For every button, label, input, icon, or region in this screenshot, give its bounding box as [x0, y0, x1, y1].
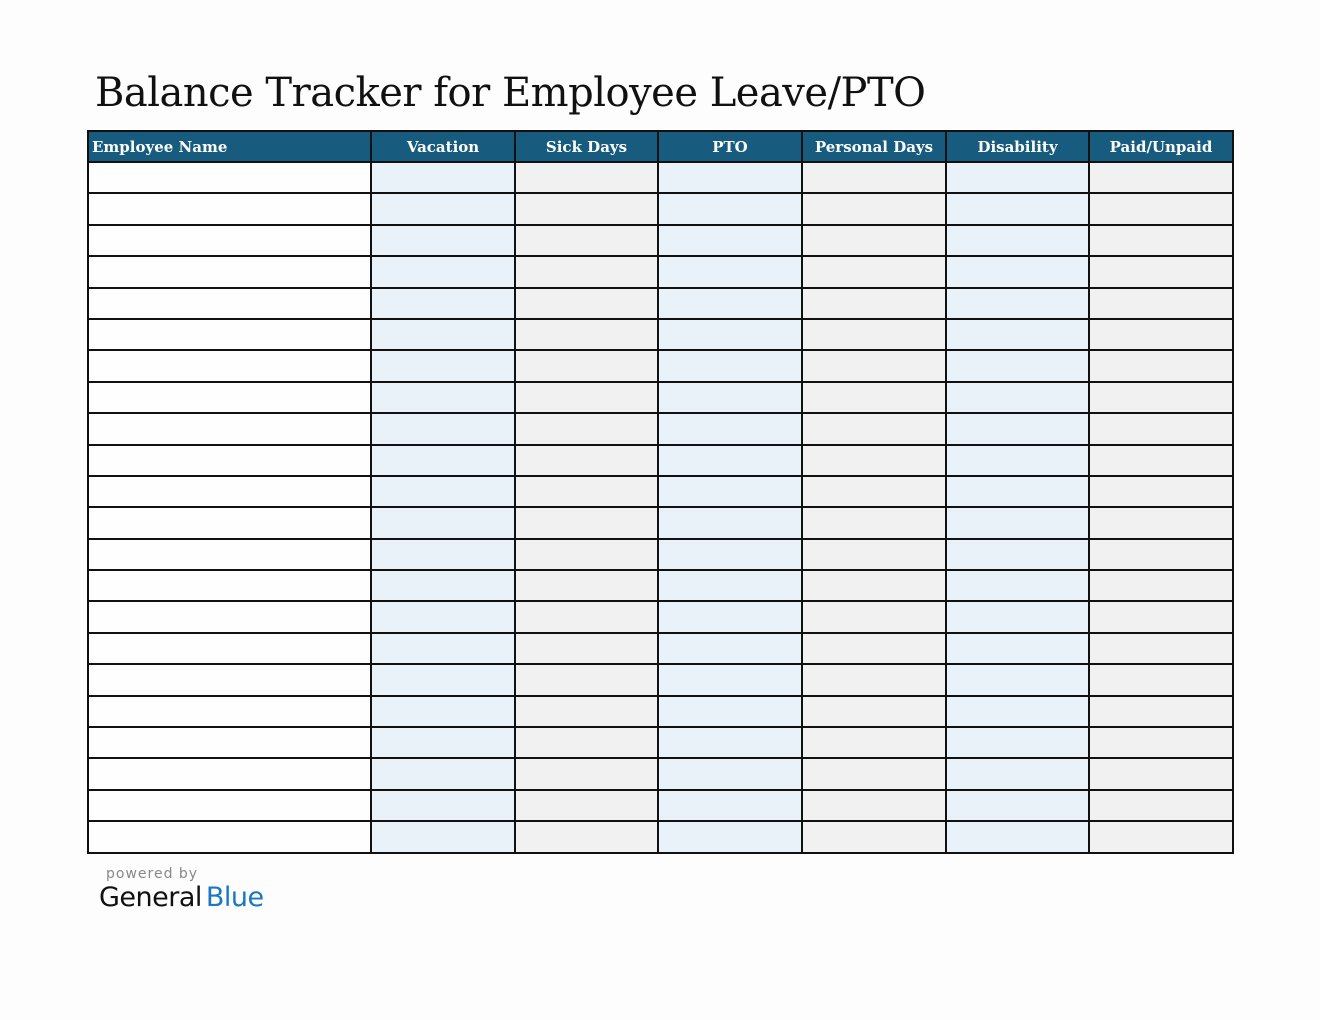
table-row — [88, 193, 1233, 224]
header-row — [88, 131, 1233, 162]
table-row — [88, 413, 1233, 444]
cell-personal-days[interactable] — [802, 288, 946, 319]
table-row — [88, 162, 1233, 193]
cell-employee-name[interactable] — [88, 821, 371, 852]
header-paid-unpaid: Paid/Unpaid — [1089, 131, 1233, 162]
cell-vacation[interactable] — [371, 790, 515, 821]
cell-disability[interactable] — [946, 382, 1089, 413]
cell-personal-days[interactable] — [802, 225, 946, 256]
cell-disability[interactable] — [946, 821, 1089, 852]
cell-paid-unpaid[interactable] — [1089, 445, 1233, 476]
cell-sick-days[interactable] — [515, 539, 658, 570]
cell-pto[interactable] — [658, 382, 802, 413]
cell-pto[interactable] — [658, 696, 802, 727]
cell-pto[interactable] — [658, 633, 802, 664]
cell-personal-days[interactable] — [802, 413, 946, 444]
cell-personal-days[interactable] — [802, 790, 946, 821]
cell-employee-name[interactable] — [88, 570, 371, 601]
table-row — [88, 696, 1233, 727]
cell-paid-unpaid[interactable] — [1089, 790, 1233, 821]
cell-sick-days[interactable] — [515, 507, 658, 538]
table-row — [88, 382, 1233, 413]
cell-disability[interactable] — [946, 162, 1089, 193]
cell-pto[interactable] — [658, 727, 802, 758]
cell-vacation[interactable] — [371, 476, 515, 507]
cell-personal-days[interactable] — [802, 319, 946, 350]
cell-pto[interactable] — [658, 288, 802, 319]
cell-disability[interactable] — [946, 476, 1089, 507]
cell-paid-unpaid[interactable] — [1089, 601, 1233, 632]
logo-general: General — [99, 882, 202, 913]
cell-sick-days[interactable] — [515, 225, 658, 256]
cell-employee-name[interactable] — [88, 445, 371, 476]
cell-vacation[interactable] — [371, 256, 515, 287]
cell-personal-days[interactable] — [802, 727, 946, 758]
cell-pto[interactable] — [658, 476, 802, 507]
cell-employee-name[interactable] — [88, 193, 371, 224]
cell-employee-name[interactable] — [88, 633, 371, 664]
cell-disability[interactable] — [946, 256, 1089, 287]
cell-vacation[interactable] — [371, 413, 515, 444]
cell-sick-days[interactable] — [515, 696, 658, 727]
cell-personal-days[interactable] — [802, 350, 946, 381]
table-row — [88, 790, 1233, 821]
cell-paid-unpaid[interactable] — [1089, 476, 1233, 507]
cell-employee-name[interactable] — [88, 601, 371, 632]
header-pto: PTO — [658, 131, 802, 162]
cell-employee-name[interactable] — [88, 162, 371, 193]
cell-sick-days[interactable] — [515, 727, 658, 758]
generalblue-logo — [99, 882, 264, 913]
cell-personal-days[interactable] — [802, 664, 946, 695]
cell-personal-days[interactable] — [802, 633, 946, 664]
cell-sick-days[interactable] — [515, 445, 658, 476]
cell-employee-name[interactable] — [88, 476, 371, 507]
cell-employee-name[interactable] — [88, 758, 371, 789]
cell-sick-days[interactable] — [515, 790, 658, 821]
powered-by-label: powered by — [106, 866, 199, 882]
table-row — [88, 350, 1233, 381]
cell-personal-days[interactable] — [802, 162, 946, 193]
cell-vacation[interactable] — [371, 821, 515, 852]
cell-employee-name[interactable] — [88, 413, 371, 444]
cell-pto[interactable] — [658, 445, 802, 476]
cell-vacation[interactable] — [371, 601, 515, 632]
cell-vacation[interactable] — [371, 758, 515, 789]
cell-disability[interactable] — [946, 288, 1089, 319]
cell-employee-name[interactable] — [88, 790, 371, 821]
cell-employee-name[interactable] — [88, 319, 371, 350]
cell-paid-unpaid[interactable] — [1089, 507, 1233, 538]
cell-personal-days[interactable] — [802, 507, 946, 538]
table-row — [88, 570, 1233, 601]
cell-paid-unpaid[interactable] — [1089, 727, 1233, 758]
cell-pto[interactable] — [658, 539, 802, 570]
cell-personal-days[interactable] — [802, 570, 946, 601]
cell-sick-days[interactable] — [515, 193, 658, 224]
cell-paid-unpaid[interactable] — [1089, 633, 1233, 664]
cell-pto[interactable] — [658, 256, 802, 287]
cell-personal-days[interactable] — [802, 382, 946, 413]
cell-disability[interactable] — [946, 696, 1089, 727]
cell-paid-unpaid[interactable] — [1089, 288, 1233, 319]
cell-employee-name[interactable] — [88, 507, 371, 538]
header-personal-days: Personal Days — [802, 131, 946, 162]
cell-pto[interactable] — [658, 413, 802, 444]
cell-employee-name[interactable] — [88, 256, 371, 287]
cell-employee-name[interactable] — [88, 288, 371, 319]
cell-disability[interactable] — [946, 539, 1089, 570]
cell-paid-unpaid[interactable] — [1089, 539, 1233, 570]
cell-pto[interactable] — [658, 664, 802, 695]
cell-disability[interactable] — [946, 633, 1089, 664]
cell-sick-days[interactable] — [515, 570, 658, 601]
cell-personal-days[interactable] — [802, 445, 946, 476]
table-row — [88, 758, 1233, 789]
cell-vacation[interactable] — [371, 507, 515, 538]
table-row — [88, 727, 1233, 758]
table-row — [88, 288, 1233, 319]
cell-paid-unpaid[interactable] — [1089, 319, 1233, 350]
cell-pto[interactable] — [658, 225, 802, 256]
cell-sick-days[interactable] — [515, 288, 658, 319]
cell-vacation[interactable] — [371, 539, 515, 570]
cell-sick-days[interactable] — [515, 476, 658, 507]
table-row — [88, 821, 1233, 852]
cell-paid-unpaid[interactable] — [1089, 193, 1233, 224]
cell-employee-name[interactable] — [88, 382, 371, 413]
cell-paid-unpaid[interactable] — [1089, 758, 1233, 789]
cell-disability[interactable] — [946, 225, 1089, 256]
cell-personal-days[interactable] — [802, 539, 946, 570]
cell-employee-name[interactable] — [88, 727, 371, 758]
header-sick-days: Sick Days — [515, 131, 658, 162]
cell-disability[interactable] — [946, 664, 1089, 695]
cell-paid-unpaid[interactable] — [1089, 413, 1233, 444]
cell-vacation[interactable] — [371, 696, 515, 727]
cell-vacation[interactable] — [371, 193, 515, 224]
cell-paid-unpaid[interactable] — [1089, 821, 1233, 852]
table-row — [88, 539, 1233, 570]
cell-personal-days[interactable] — [802, 696, 946, 727]
cell-vacation[interactable] — [371, 225, 515, 256]
cell-vacation[interactable] — [371, 664, 515, 695]
cell-disability[interactable] — [946, 790, 1089, 821]
leave-tracker-table — [87, 130, 1234, 854]
table-body — [88, 162, 1233, 853]
cell-pto[interactable] — [658, 790, 802, 821]
table-row — [88, 601, 1233, 632]
cell-disability[interactable] — [946, 445, 1089, 476]
cell-employee-name[interactable] — [88, 696, 371, 727]
cell-paid-unpaid[interactable] — [1089, 570, 1233, 601]
cell-vacation[interactable] — [371, 633, 515, 664]
cell-sick-days[interactable] — [515, 319, 658, 350]
cell-disability[interactable] — [946, 193, 1089, 224]
cell-employee-name[interactable] — [88, 225, 371, 256]
table-row — [88, 664, 1233, 695]
cell-disability[interactable] — [946, 570, 1089, 601]
cell-vacation[interactable] — [371, 570, 515, 601]
cell-pto[interactable] — [658, 758, 802, 789]
cell-paid-unpaid[interactable] — [1089, 350, 1233, 381]
cell-sick-days[interactable] — [515, 382, 658, 413]
cell-employee-name[interactable] — [88, 350, 371, 381]
cell-employee-name[interactable] — [88, 539, 371, 570]
cell-paid-unpaid[interactable] — [1089, 256, 1233, 287]
table-row — [88, 319, 1233, 350]
table-row — [88, 445, 1233, 476]
cell-pto[interactable] — [658, 193, 802, 224]
cell-pto[interactable] — [658, 821, 802, 852]
cell-sick-days[interactable] — [515, 664, 658, 695]
cell-vacation[interactable] — [371, 382, 515, 413]
cell-disability[interactable] — [946, 350, 1089, 381]
cell-personal-days[interactable] — [802, 758, 946, 789]
cell-personal-days[interactable] — [802, 256, 946, 287]
table-row — [88, 256, 1233, 287]
cell-vacation[interactable] — [371, 727, 515, 758]
header-employee-name: Employee Name — [88, 131, 371, 162]
cell-pto[interactable] — [658, 507, 802, 538]
cell-personal-days[interactable] — [802, 601, 946, 632]
cell-sick-days[interactable] — [515, 162, 658, 193]
cell-employee-name[interactable] — [88, 664, 371, 695]
table-row — [88, 507, 1233, 538]
header-vacation: Vacation — [371, 131, 515, 162]
cell-pto[interactable] — [658, 319, 802, 350]
cell-disability[interactable] — [946, 727, 1089, 758]
cell-vacation[interactable] — [371, 350, 515, 381]
cell-sick-days[interactable] — [515, 256, 658, 287]
cell-disability[interactable] — [946, 413, 1089, 444]
cell-personal-days[interactable] — [802, 193, 946, 224]
cell-sick-days[interactable] — [515, 821, 658, 852]
logo-blue: Blue — [205, 882, 264, 913]
cell-paid-unpaid[interactable] — [1089, 225, 1233, 256]
cell-paid-unpaid[interactable] — [1089, 162, 1233, 193]
cell-pto[interactable] — [658, 570, 802, 601]
cell-vacation[interactable] — [371, 288, 515, 319]
table-row — [88, 633, 1233, 664]
cell-sick-days[interactable] — [515, 758, 658, 789]
cell-disability[interactable] — [946, 758, 1089, 789]
cell-pto[interactable] — [658, 601, 802, 632]
cell-paid-unpaid[interactable] — [1089, 664, 1233, 695]
cell-personal-days[interactable] — [802, 821, 946, 852]
page-title: Balance Tracker for Employee Leave/PTO — [95, 70, 926, 116]
cell-vacation[interactable] — [371, 162, 515, 193]
table-row — [88, 476, 1233, 507]
cell-vacation[interactable] — [371, 445, 515, 476]
cell-sick-days[interactable] — [515, 413, 658, 444]
cell-personal-days[interactable] — [802, 476, 946, 507]
cell-sick-days[interactable] — [515, 350, 658, 381]
cell-disability[interactable] — [946, 319, 1089, 350]
table-row — [88, 225, 1233, 256]
cell-pto[interactable] — [658, 350, 802, 381]
cell-vacation[interactable] — [371, 319, 515, 350]
cell-paid-unpaid[interactable] — [1089, 696, 1233, 727]
header-disability: Disability — [946, 131, 1089, 162]
cell-disability[interactable] — [946, 507, 1089, 538]
cell-disability[interactable] — [946, 601, 1089, 632]
cell-sick-days[interactable] — [515, 633, 658, 664]
cell-pto[interactable] — [658, 162, 802, 193]
cell-paid-unpaid[interactable] — [1089, 382, 1233, 413]
cell-sick-days[interactable] — [515, 601, 658, 632]
